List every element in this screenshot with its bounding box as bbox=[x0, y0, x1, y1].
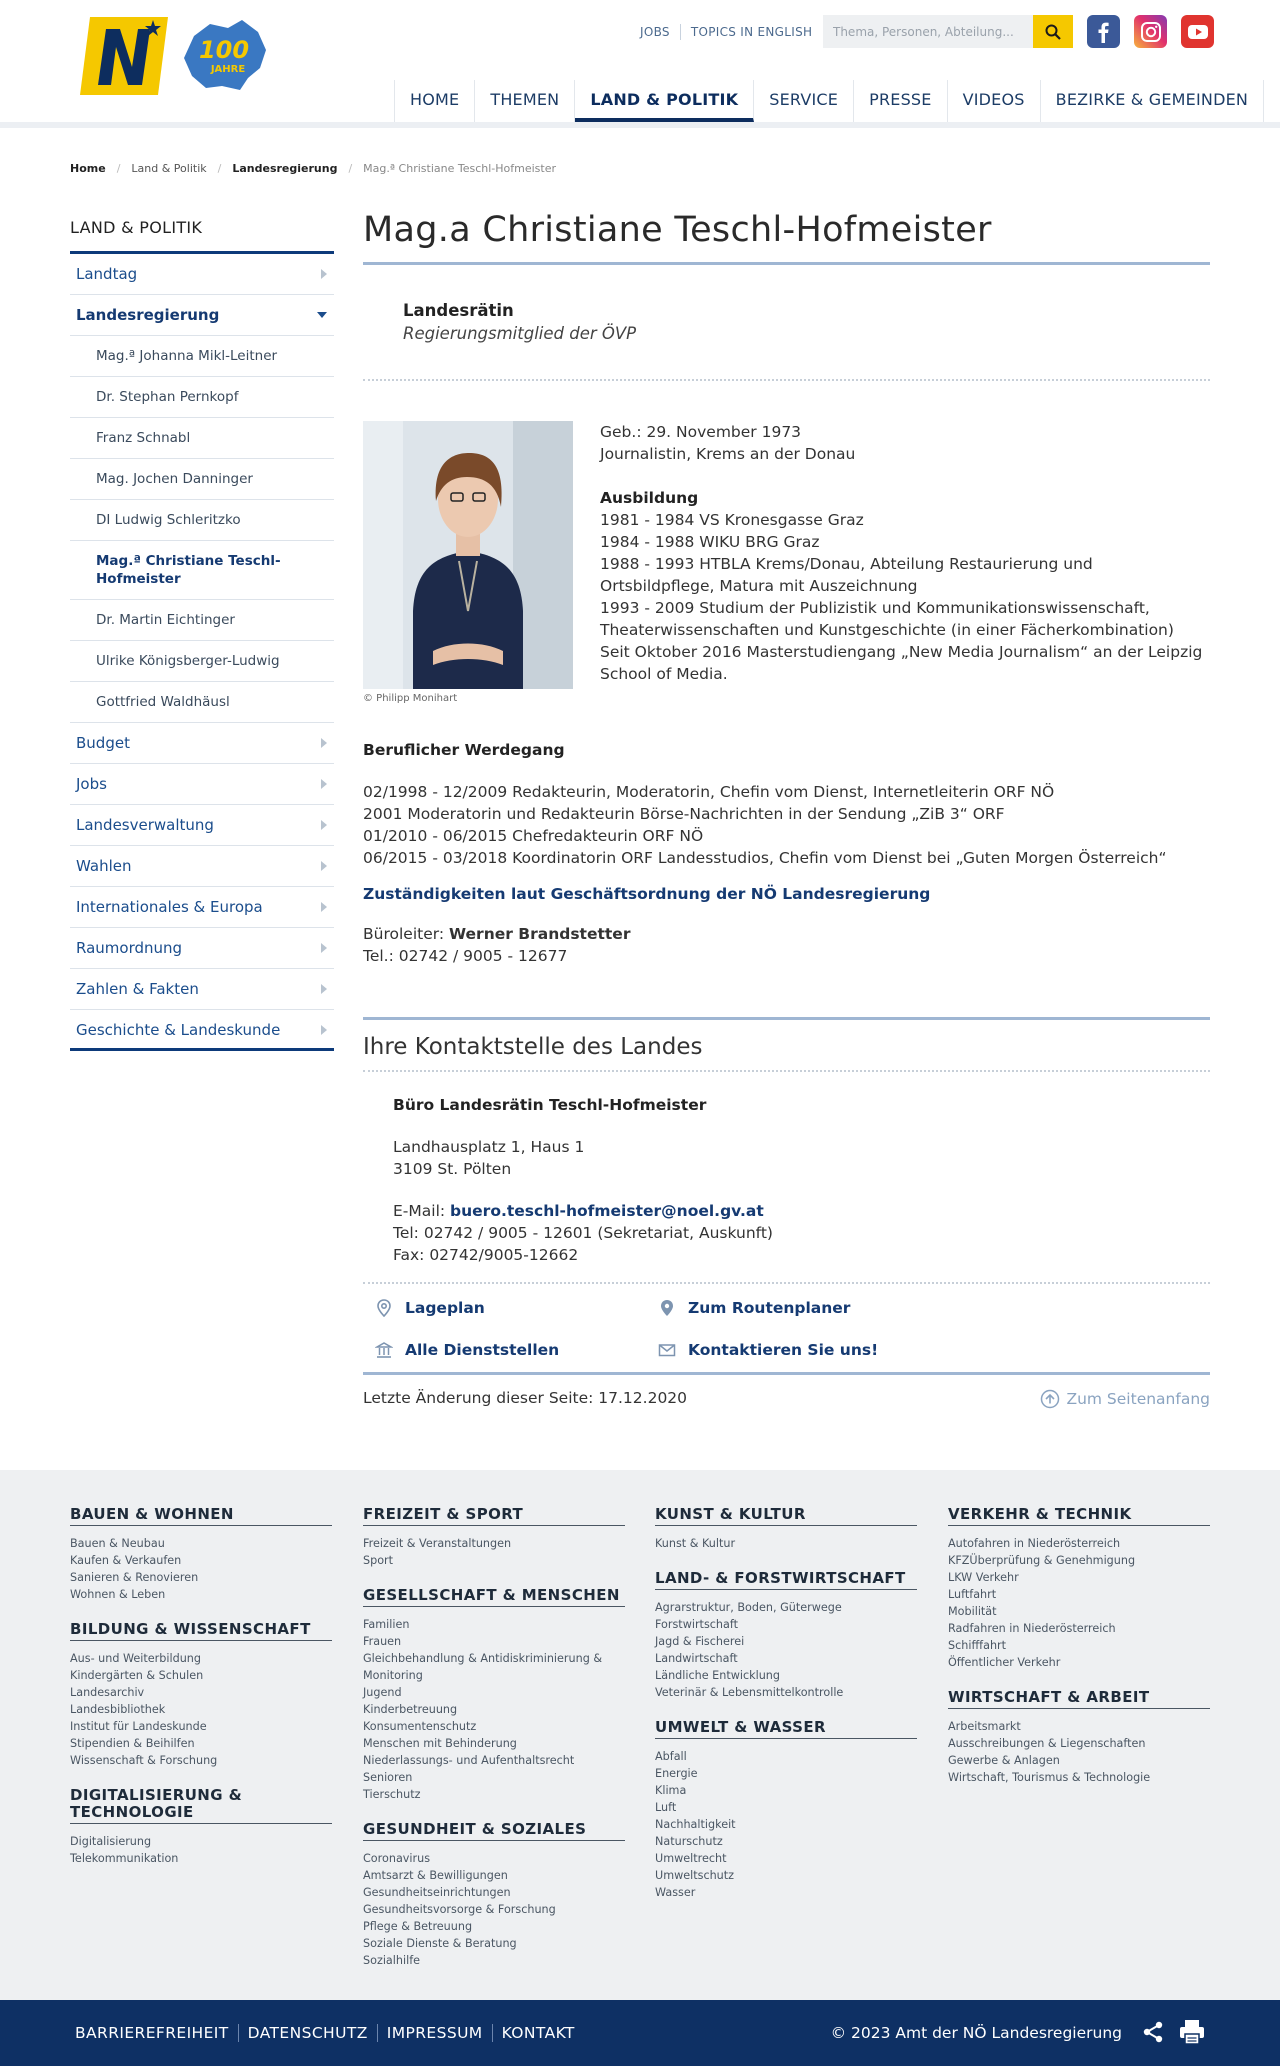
sitemap-link[interactable]: Aus- und Weiterbildung bbox=[70, 1652, 201, 1665]
footer-link-impressum[interactable]: IMPRESSUM bbox=[377, 2024, 492, 2042]
sitemap-link[interactable]: Mobilität bbox=[948, 1605, 997, 1618]
sitemap-link[interactable]: Naturschutz bbox=[655, 1835, 723, 1848]
lageplan-link[interactable] bbox=[375, 1298, 658, 1318]
sidebar-sub-koenigsberger-ludwig[interactable]: Ulrike Königsberger-Ludwig bbox=[70, 641, 334, 682]
office-head-label: Büroleiter: bbox=[363, 925, 445, 943]
sitemap-group bbox=[70, 1621, 332, 1769]
chevron-right-icon bbox=[318, 983, 328, 995]
location-pin-icon bbox=[375, 1299, 393, 1317]
sidebar-item-label: Landesverwaltung bbox=[76, 816, 214, 834]
sitemap-link[interactable]: Autofahren in Niederösterreich bbox=[948, 1537, 1121, 1550]
sitemap-link[interactable]: Niederlassungs- und Aufenthaltsrecht bbox=[363, 1754, 575, 1767]
routenplaner-link[interactable] bbox=[658, 1298, 958, 1318]
chevron-right-icon bbox=[318, 901, 328, 913]
office-head-name: Werner Brandstetter bbox=[449, 925, 631, 943]
copyright: © 2023 Amt der NÖ Landesregierung bbox=[830, 2024, 1122, 2042]
sidebar-item-label: Landtag bbox=[76, 265, 138, 283]
contact-email-label: E-Mail: bbox=[393, 1202, 446, 1220]
last-change bbox=[363, 1389, 1210, 1411]
nav-themen[interactable]: THEMEN bbox=[475, 80, 575, 122]
arrow-up-circle-icon bbox=[1040, 1389, 1060, 1409]
last-change-text: Letzte Änderung dieser Seite: 17.12.2020 bbox=[363, 1389, 688, 1407]
breadcrumb-current: Mag.ª Christiane Teschl-Hofmeister bbox=[363, 162, 557, 175]
career-list bbox=[363, 781, 1210, 869]
sidebar-item-landesverwaltung[interactable] bbox=[70, 805, 334, 846]
chevron-down-icon bbox=[316, 310, 328, 320]
office-phone: Tel.: 02742 / 9005 - 12677 bbox=[363, 947, 568, 965]
portrait-photo bbox=[363, 421, 573, 689]
print-icon[interactable] bbox=[1178, 2018, 1206, 2050]
sitemap-group bbox=[948, 1506, 1210, 1671]
nav-presse[interactable]: PRESSE bbox=[854, 80, 948, 122]
youtube-icon[interactable] bbox=[1181, 15, 1214, 48]
sitemap-link[interactable]: Bauen & Neubau bbox=[70, 1537, 165, 1550]
sidebar-sub-eichtinger[interactable]: Dr. Martin Eichtinger bbox=[70, 600, 334, 641]
sitemap-link[interactable]: Amtsarzt & Bewilligungen bbox=[363, 1869, 508, 1882]
education-entry: Seit Oktober 2016 Masterstudiengang „New Media Journalism“ an der Leipzig School of Media. bbox=[600, 643, 1203, 683]
footer-link-datenschutz[interactable]: DATENSCHUTZ bbox=[238, 2024, 377, 2042]
responsibilities-link[interactable]: Zuständigkeiten laut Geschäftsordnung der NÖ Landesregierung bbox=[363, 885, 931, 903]
chevron-right-icon bbox=[318, 942, 328, 954]
sitemap-link[interactable]: Gesundheitsvorsorge & Forschung bbox=[363, 1903, 556, 1916]
chevron-right-icon bbox=[318, 819, 328, 831]
sitemap-group bbox=[70, 1506, 332, 1603]
sitemap-heading[interactable]: DIGITALISIERUNG & TECHNOLOGIE bbox=[70, 1787, 332, 1824]
chevron-right-icon bbox=[318, 1024, 328, 1036]
sitemap-link[interactable]: Sozialhilfe bbox=[363, 1954, 421, 1967]
sitemap-group bbox=[655, 1570, 917, 1701]
sitemap-link[interactable]: LKW Verkehr bbox=[948, 1571, 1019, 1584]
sitemap-link[interactable]: Agrarstruktur, Boden, Güterwege bbox=[655, 1601, 842, 1614]
top-link-topics-english[interactable]: TOPICS IN ENGLISH bbox=[680, 24, 823, 40]
sitemap-link[interactable]: Abfall bbox=[655, 1750, 687, 1763]
office-info bbox=[363, 923, 1210, 967]
main-nav bbox=[394, 80, 1264, 122]
search-icon bbox=[1045, 24, 1061, 40]
nav-service[interactable]: SERVICE bbox=[754, 80, 854, 122]
sitemap-column bbox=[655, 1506, 917, 1919]
sitemap-link[interactable]: Senioren bbox=[363, 1771, 413, 1784]
envelope-icon bbox=[658, 1341, 676, 1359]
sitemap-heading[interactable]: BAUEN & WOHNEN bbox=[70, 1506, 332, 1526]
action-label: Kontaktieren Sie uns! bbox=[688, 1341, 879, 1359]
sidebar-nav bbox=[70, 218, 334, 1051]
sitemap-link[interactable]: Jugend bbox=[363, 1686, 402, 1699]
breadcrumb bbox=[70, 162, 556, 175]
career-entry: 02/1998 - 12/2009 Redakteurin, Moderatorin, Chefin vom Dienst, Internetleiterin ORF NÖ bbox=[363, 783, 1055, 801]
action-label: Zum Routenplaner bbox=[688, 1299, 851, 1317]
sitemap-link[interactable]: Kaufen & Verkaufen bbox=[70, 1554, 182, 1567]
bio-text bbox=[600, 421, 1210, 685]
contact-details bbox=[363, 1072, 1210, 1284]
sitemap-column bbox=[363, 1506, 625, 1987]
sidebar-item-label: Geschichte & Landeskunde bbox=[76, 1021, 281, 1039]
sitemap-link[interactable]: Menschen mit Behinderung bbox=[363, 1737, 517, 1750]
sitemap-link[interactable]: Institut für Landeskunde bbox=[70, 1720, 207, 1733]
sidebar-item-wahlen[interactable] bbox=[70, 846, 334, 887]
footer-link-barrierefreiheit[interactable]: BARRIEREFREIHEIT bbox=[75, 2024, 229, 2042]
top-links bbox=[630, 24, 822, 40]
career-entry: 06/2015 - 03/2018 Koordinatorin ORF Landesstudios, Chefin vom Dienst bei „Guten Morgen Österreich“ bbox=[363, 849, 1167, 867]
site-header bbox=[0, 0, 1280, 128]
education-entry: 1981 - 1984 VS Kronesgasse Graz bbox=[600, 511, 864, 529]
search-button[interactable] bbox=[1033, 15, 1073, 48]
birth-date: Geb.: 29. November 1973 bbox=[600, 423, 802, 441]
kontakt-link[interactable] bbox=[658, 1340, 958, 1360]
sitemap-link[interactable]: Konsumentenschutz bbox=[363, 1720, 477, 1733]
sitemap-column bbox=[948, 1506, 1210, 1804]
sidebar-item-internationales-europa[interactable] bbox=[70, 887, 334, 928]
sitemap-link[interactable]: Ländliche Entwicklung bbox=[655, 1669, 781, 1682]
footer-links bbox=[66, 2024, 584, 2042]
contact-office-title: Büro Landesrätin Teschl-Hofmeister bbox=[393, 1096, 707, 1114]
education-entry: 1988 - 1993 HTBLA Krems/Donau, Abteilung Restaurierung und Ortsbildpflege, Matura mit Auszeichnung bbox=[600, 555, 1093, 595]
sitemap-link[interactable]: Arbeitsmarkt bbox=[948, 1720, 1021, 1733]
page-title: Mag.a Christiane Teschl-Hofmeister bbox=[363, 210, 1210, 265]
chevron-right-icon bbox=[318, 268, 328, 280]
sitemap-link[interactable]: Gleichbehandlung & Antidiskriminierung & Monitoring bbox=[363, 1652, 603, 1682]
role-title: Landesrätin bbox=[403, 301, 514, 320]
sitemap-link[interactable]: Luft bbox=[655, 1801, 677, 1814]
sidebar-item-label: Landesregierung bbox=[76, 306, 220, 324]
sitemap-group bbox=[363, 1506, 625, 1569]
sitemap-link[interactable]: Jagd & Fischerei bbox=[655, 1635, 745, 1648]
chevron-right-icon bbox=[318, 737, 328, 749]
sidebar-item-zahlen-fakten[interactable] bbox=[70, 969, 334, 1010]
sitemap-link[interactable]: Stipendien & Beihilfen bbox=[70, 1737, 195, 1750]
contact-section-title: Ihre Kontaktstelle des Landes bbox=[363, 1020, 1210, 1072]
photo-credit: © Philipp Monihart bbox=[363, 693, 458, 704]
sitemap-link[interactable]: Schifffahrt bbox=[948, 1639, 1007, 1652]
sidebar-sub-schnabl[interactable]: Franz Schnabl bbox=[70, 418, 334, 459]
sitemap-group bbox=[655, 1506, 917, 1552]
sitemap-link[interactable]: Luftfahrt bbox=[948, 1588, 997, 1601]
sidebar-title: LAND & POLITIK bbox=[70, 218, 334, 254]
sidebar-item-geschichte-landeskunde[interactable] bbox=[70, 1010, 334, 1051]
role-block bbox=[363, 265, 1210, 381]
sidebar-item-label: Internationales & Europa bbox=[76, 898, 263, 916]
education-entry: 1984 - 1988 WIKU BRG Graz bbox=[600, 533, 820, 551]
contact-actions bbox=[363, 1284, 1210, 1375]
sitemap-link[interactable]: Digitalisierung bbox=[70, 1835, 152, 1848]
sitemap-link[interactable]: Freizeit & Veranstaltungen bbox=[363, 1537, 512, 1550]
biography bbox=[363, 421, 1210, 711]
anniversary-number: 100 bbox=[198, 36, 250, 64]
nav-land-politik[interactable]: LAND & POLITIK bbox=[575, 80, 754, 122]
chevron-right-icon bbox=[318, 860, 328, 872]
sitemap-link[interactable]: Wasser bbox=[655, 1886, 696, 1899]
sitemap-link[interactable]: Landwirtschaft bbox=[655, 1652, 738, 1665]
back-to-top-label: Zum Seitenanfang bbox=[1066, 1390, 1210, 1408]
top-link-jobs[interactable]: JOBS bbox=[640, 25, 670, 39]
sitemap-link[interactable]: Klima bbox=[655, 1784, 687, 1797]
sitemap-heading[interactable]: BILDUNG & WISSENSCHAFT bbox=[70, 1621, 332, 1641]
building-icon bbox=[375, 1341, 393, 1359]
career-heading: Beruflicher Werdegang bbox=[363, 741, 565, 759]
sitemap-link[interactable]: Gesundheitseinrichtungen bbox=[363, 1886, 511, 1899]
education-entry: 1993 - 2009 Studium der Publizistik und Kommunikationswissenschaft, Theaterwissenschaften und Kunstgeschichte (in einer Fächerkombination) bbox=[600, 599, 1174, 639]
sitemap-link[interactable]: Wissenschaft & Forschung bbox=[70, 1754, 218, 1767]
sitemap-group bbox=[363, 1821, 625, 1969]
sitemap-link[interactable]: Kindergärten & Schulen bbox=[70, 1669, 204, 1682]
sitemap-link[interactable]: Umweltrecht bbox=[655, 1852, 727, 1865]
sitemap-group bbox=[655, 1719, 917, 1901]
sitemap-link[interactable]: Wirtschaft, Tourismus & Technologie bbox=[948, 1771, 1151, 1784]
contact-section bbox=[363, 1017, 1210, 1375]
instagram-icon[interactable] bbox=[1134, 15, 1167, 48]
sitemap-link[interactable]: Sport bbox=[363, 1554, 394, 1567]
sitemap-link[interactable]: Coronavirus bbox=[363, 1852, 431, 1865]
sidebar-sub-schleritzko[interactable]: DI Ludwig Schleritzko bbox=[70, 500, 334, 541]
sitemap-link[interactable]: Gewerbe & Anlagen bbox=[948, 1754, 1060, 1767]
contact-email-link[interactable]: buero.teschl-hofmeister@noel.gv.at bbox=[450, 1202, 764, 1220]
sitemap-column bbox=[70, 1506, 332, 1885]
sitemap-link[interactable]: KFZÜberprüfung & Genehmigung bbox=[948, 1554, 1136, 1567]
sitemap-link[interactable]: Forstwirtschaft bbox=[655, 1618, 738, 1631]
sitemap-group bbox=[948, 1689, 1210, 1786]
nav-videos[interactable]: VIDEOS bbox=[948, 80, 1041, 122]
alle-dienststellen-link[interactable] bbox=[375, 1340, 658, 1360]
breadcrumb-landesregierung[interactable]: Landesregierung bbox=[232, 162, 338, 175]
sitemap-link[interactable]: Kunst & Kultur bbox=[655, 1537, 736, 1550]
nav-home[interactable]: HOME bbox=[394, 80, 475, 122]
sitemap-group bbox=[363, 1587, 625, 1803]
sitemap-heading[interactable]: WIRTSCHAFT & ARBEIT bbox=[948, 1689, 1210, 1709]
sidebar-item-label: Zahlen & Fakten bbox=[76, 980, 199, 998]
sitemap-link[interactable]: Telekommunikation bbox=[70, 1852, 179, 1865]
sitemap-link[interactable]: Frauen bbox=[363, 1635, 402, 1648]
sitemap-link[interactable]: Umweltschutz bbox=[655, 1869, 735, 1882]
sitemap-heading[interactable]: KUNST & KULTUR bbox=[655, 1506, 917, 1526]
main-content bbox=[363, 210, 1210, 1411]
breadcrumb-separator: / bbox=[217, 162, 222, 175]
sitemap-group bbox=[70, 1787, 332, 1867]
sitemap-heading[interactable]: VERKEHR & TECHNIK bbox=[948, 1506, 1210, 1526]
sidebar-item-label: Wahlen bbox=[76, 857, 132, 875]
sidebar-item-label: Budget bbox=[76, 734, 130, 752]
action-label: Lageplan bbox=[405, 1299, 485, 1317]
sidebar-sub-teschl-hofmeister[interactable]: Mag.ª Christiane Teschl-Hofmeister bbox=[70, 541, 334, 600]
action-label: Alle Dienststellen bbox=[405, 1341, 560, 1359]
sitemap-heading[interactable]: GESUNDHEIT & SOZIALES bbox=[363, 1821, 625, 1841]
sitemap-heading[interactable]: UMWELT & WASSER bbox=[655, 1719, 917, 1739]
sitemap-link[interactable]: Energie bbox=[655, 1767, 698, 1780]
sidebar-sub-mikl-leitner[interactable]: Mag.ª Johanna Mikl-Leitner bbox=[70, 336, 334, 377]
share-icon[interactable] bbox=[1142, 2020, 1164, 2048]
back-to-top-link[interactable] bbox=[1040, 1389, 1210, 1409]
sidebar-item-landesregierung[interactable] bbox=[70, 295, 334, 336]
sidebar-item-jobs[interactable] bbox=[70, 764, 334, 805]
role-subtitle: Regierungsmitglied der ÖVP bbox=[403, 324, 637, 343]
education-heading: Ausbildung bbox=[600, 489, 699, 507]
sitemap-link[interactable]: Öffentlicher Verkehr bbox=[948, 1656, 1061, 1669]
sitemap-heading[interactable]: LAND- & FORSTWIRTSCHAFT bbox=[655, 1570, 917, 1590]
breadcrumb-home[interactable]: Home bbox=[70, 162, 106, 175]
noe-logo[interactable] bbox=[80, 17, 168, 95]
chevron-right-icon bbox=[318, 778, 328, 790]
sitemap-link[interactable]: Landesbibliothek bbox=[70, 1703, 166, 1716]
anniversary-100-icon bbox=[180, 16, 270, 94]
sitemap-link[interactable]: Pflege & Betreuung bbox=[363, 1920, 473, 1933]
sitemap-heading[interactable]: GESELLSCHAFT & MENSCHEN bbox=[363, 1587, 625, 1607]
sidebar-item-label: Jobs bbox=[76, 775, 107, 793]
sidebar-sub-waldhaeusl[interactable]: Gottfried Waldhäusl bbox=[70, 682, 334, 723]
breadcrumb-separator: / bbox=[116, 162, 121, 175]
sidebar-sub-danninger[interactable]: Mag. Jochen Danninger bbox=[70, 459, 334, 500]
sitemap-link[interactable]: Ausschreibungen & Liegenschaften bbox=[948, 1737, 1146, 1750]
sitemap-link[interactable]: Wohnen & Leben bbox=[70, 1588, 166, 1601]
footer-link-kontakt[interactable]: KONTAKT bbox=[492, 2024, 584, 2042]
sitemap-link[interactable]: Kinderbetreuung bbox=[363, 1703, 458, 1716]
sidebar-item-budget[interactable] bbox=[70, 723, 334, 764]
sitemap-link[interactable]: Veterinär & Lebensmittelkontrolle bbox=[655, 1686, 844, 1699]
sitemap-link[interactable]: Sanieren & Renovieren bbox=[70, 1571, 199, 1584]
sitemap-link[interactable]: Familien bbox=[363, 1618, 410, 1631]
sitemap-link[interactable]: Landesarchiv bbox=[70, 1686, 145, 1699]
footer-bottom-bar bbox=[0, 2000, 1280, 2066]
career-entry: 01/2010 - 06/2015 Chefredakteurin ORF NÖ bbox=[363, 827, 704, 845]
contact-tel: Tel: 02742 / 9005 - 12601 (Sekretariat, Auskunft) bbox=[393, 1224, 773, 1242]
sidebar-sub-pernkopf[interactable]: Dr. Stephan Pernkopf bbox=[70, 377, 334, 418]
footer-sitemap bbox=[0, 1470, 1280, 2000]
sitemap-link[interactable]: Tierschutz bbox=[363, 1788, 421, 1801]
breadcrumb-separator: / bbox=[348, 162, 353, 175]
sidebar-item-label: Raumordnung bbox=[76, 939, 183, 957]
sitemap-link[interactable]: Nachhaltigkeit bbox=[655, 1818, 736, 1831]
sitemap-link[interactable]: Soziale Dienste & Beratung bbox=[363, 1937, 517, 1950]
sitemap-link[interactable]: Radfahren in Niederösterreich bbox=[948, 1622, 1116, 1635]
profession: Journalistin, Krems an der Donau bbox=[600, 445, 856, 463]
contact-fax: Fax: 02742/9005-12662 bbox=[393, 1246, 579, 1264]
sidebar-item-landtag[interactable] bbox=[70, 254, 334, 295]
facebook-icon[interactable] bbox=[1087, 15, 1120, 48]
search-input[interactable] bbox=[823, 15, 1033, 48]
search-box bbox=[823, 15, 1073, 48]
breadcrumb-land-politik[interactable]: Land & Politik bbox=[131, 162, 207, 175]
nav-bezirke-gemeinden[interactable]: BEZIRKE & GEMEINDEN bbox=[1041, 80, 1264, 122]
contact-address-line: 3109 St. Pölten bbox=[393, 1160, 512, 1178]
career-entry: 2001 Moderatorin und Redakteurin Börse-Nachrichten in der Sendung „ZiB 3“ ORF bbox=[363, 805, 1005, 823]
sidebar-item-raumordnung[interactable] bbox=[70, 928, 334, 969]
sitemap-heading[interactable]: FREIZEIT & SPORT bbox=[363, 1506, 625, 1526]
anniversary-word: JAHRE bbox=[210, 64, 246, 75]
map-marker-icon bbox=[658, 1299, 676, 1317]
contact-address-line: Landhausplatz 1, Haus 1 bbox=[393, 1138, 585, 1156]
